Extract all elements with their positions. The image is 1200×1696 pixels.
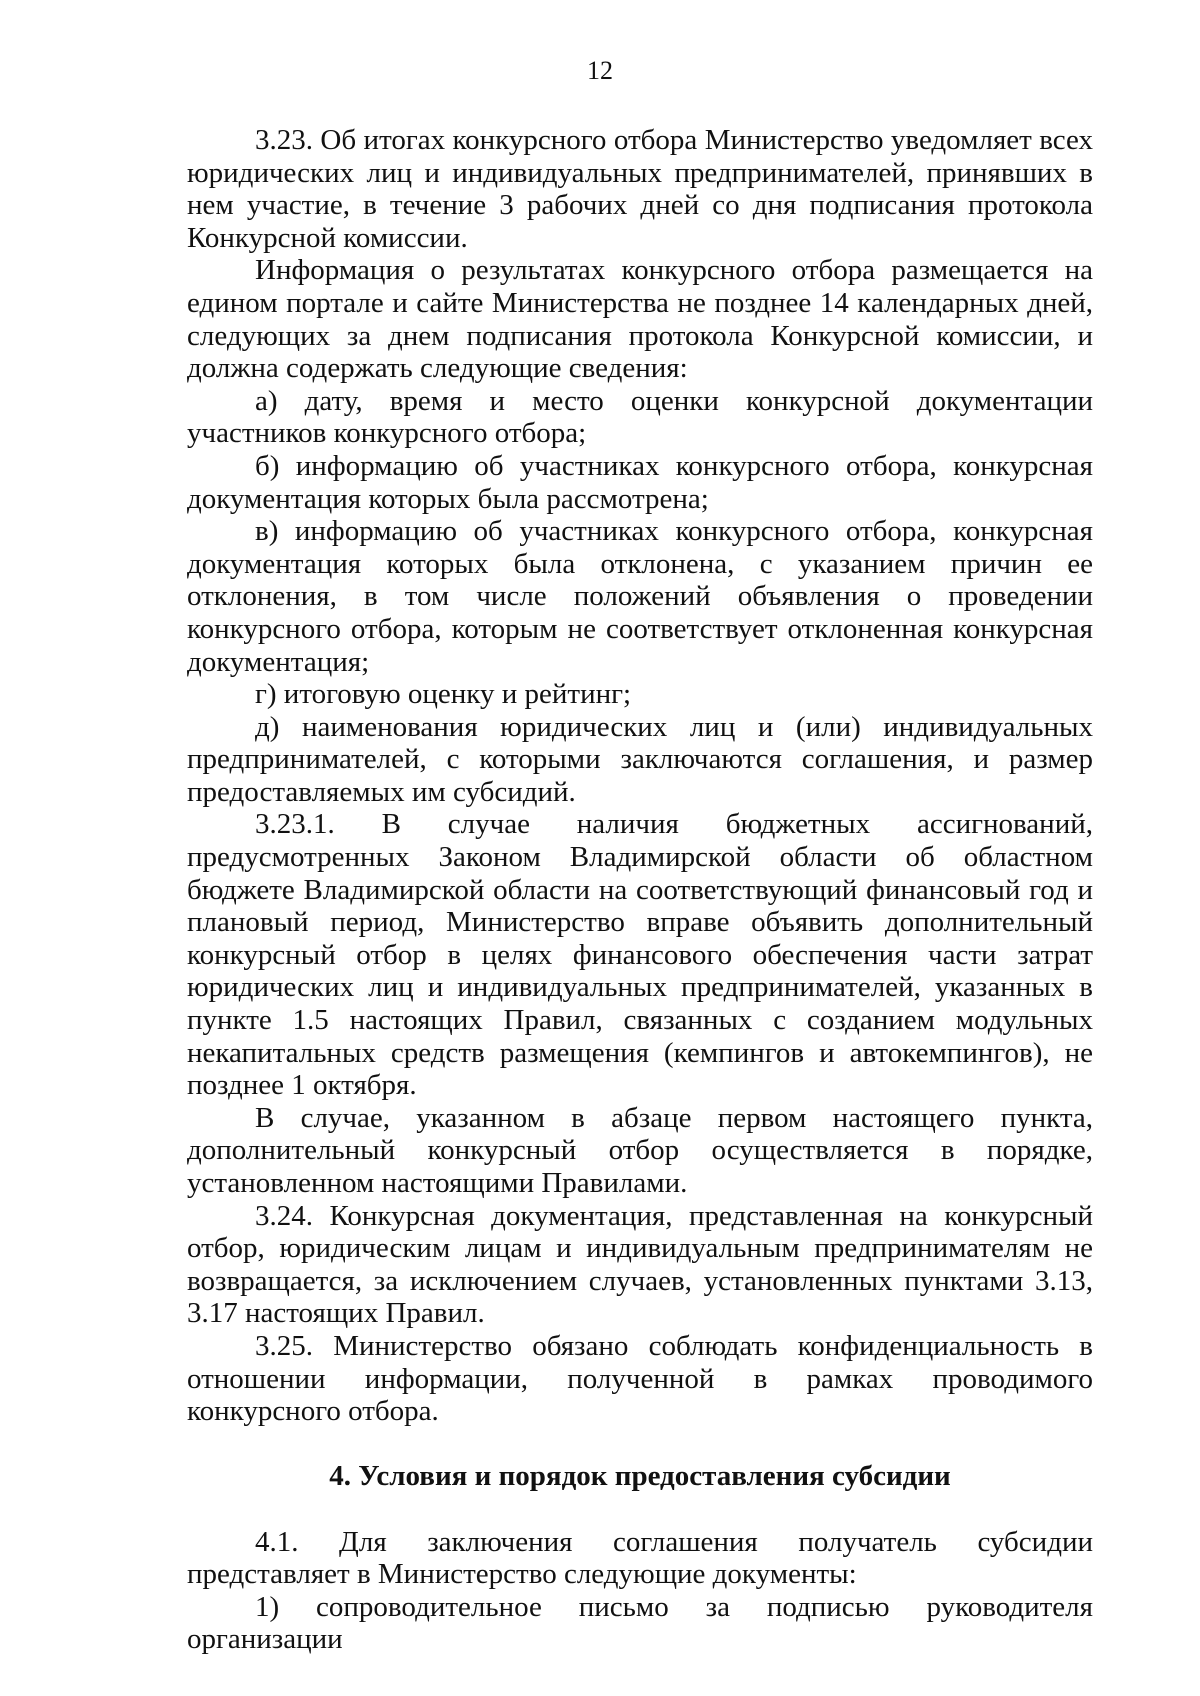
paragraph-3-23: 3.23. Об итогах конкурсного отбора Министерство уведомляет всех юридических лиц и индивидуальных предпринимателей, принявших в нем участие, в течение 3 рабочих дней со дня подписания протокола Конкурсной комиссии. <box>187 124 1093 254</box>
list-item-g: г) итоговую оценку и рейтинг; <box>255 678 632 711</box>
paragraph-3-25: 3.25. Министерство обязано соблюдать конфиденциальность в отношении информации, полученной в рамках проводимого конкурсного отбора. <box>187 1329 1093 1428</box>
section-heading: 4. Условия и порядок предоставления субсидии <box>329 1460 951 1493</box>
paragraph-3-23-1: 3.23.1. В случае наличия бюджетных ассигнований, предусмотренных Законом Владимирской области об областном бюджете Владимирской области на соответствующий финансовый год и плановый период, Министерство вправе объявить дополнительный конкурсный отбор в целях финансового обеспечения части затрат юридических лиц и индивидуальных предпринимателей, указанных в пункте 1.5 настоящих Правил, связанных с созданием модульных некапитальных средств размещения (кемпингов и автокемпингов), не позднее 1 октября. <box>187 808 1093 1102</box>
paragraph-3-24: 3.24. Конкурсная документация, представленная на конкурсный отбор, юридическим лицам и индивидуальным предпринимателям не возвращается, за исключением случаев, установленных пунктами 3.13, 3.17 настоящих Правил. <box>187 1199 1093 1330</box>
paragraph-results-info: Информация о результатах конкурсного отбора размещается на едином портале и сайте Министерства не позднее 14 календарных дней, следующих за днем подписания протокола Конкурсной комиссии, и должна содержать следующие сведения: <box>187 254 1093 385</box>
document-body <box>187 124 1093 1656</box>
list-item-d: д) наименования юридических лиц и (или) индивидуальных предпринимателей, с которыми заключаются соглашения, и размер предоставляемых им субсидий. <box>187 710 1093 808</box>
paragraph-4-1: 4.1. Для заключения соглашения получатель субсидии представляет в Министерство следующие документы: <box>187 1525 1093 1591</box>
paragraph-additional-selection: В случае, указанном в абзаце первом настоящего пункта, дополнительный конкурсный отбор осуществляется в порядке, установленном настоящими Правилами. <box>187 1101 1093 1199</box>
list-item-b: б) информацию об участниках конкурсного отбора, конкурсная документация которых была рассмотрена; <box>187 449 1093 515</box>
list-item-1: 1) сопроводительное письмо за подписью руководителя организации <box>187 1590 1093 1656</box>
list-item-v: в) информацию об участниках конкурсного отбора, конкурсная документация которых была отклонена, с указанием причин ее отклонения, в том числе положений объявления о проведении конкурсного отбора, которым не соответствует отклоненная конкурсная документация; <box>187 515 1093 678</box>
page-number: 12 <box>587 56 613 85</box>
list-item-a: а) дату, время и место оценки конкурсной документации участников конкурсного отбора; <box>187 384 1093 450</box>
